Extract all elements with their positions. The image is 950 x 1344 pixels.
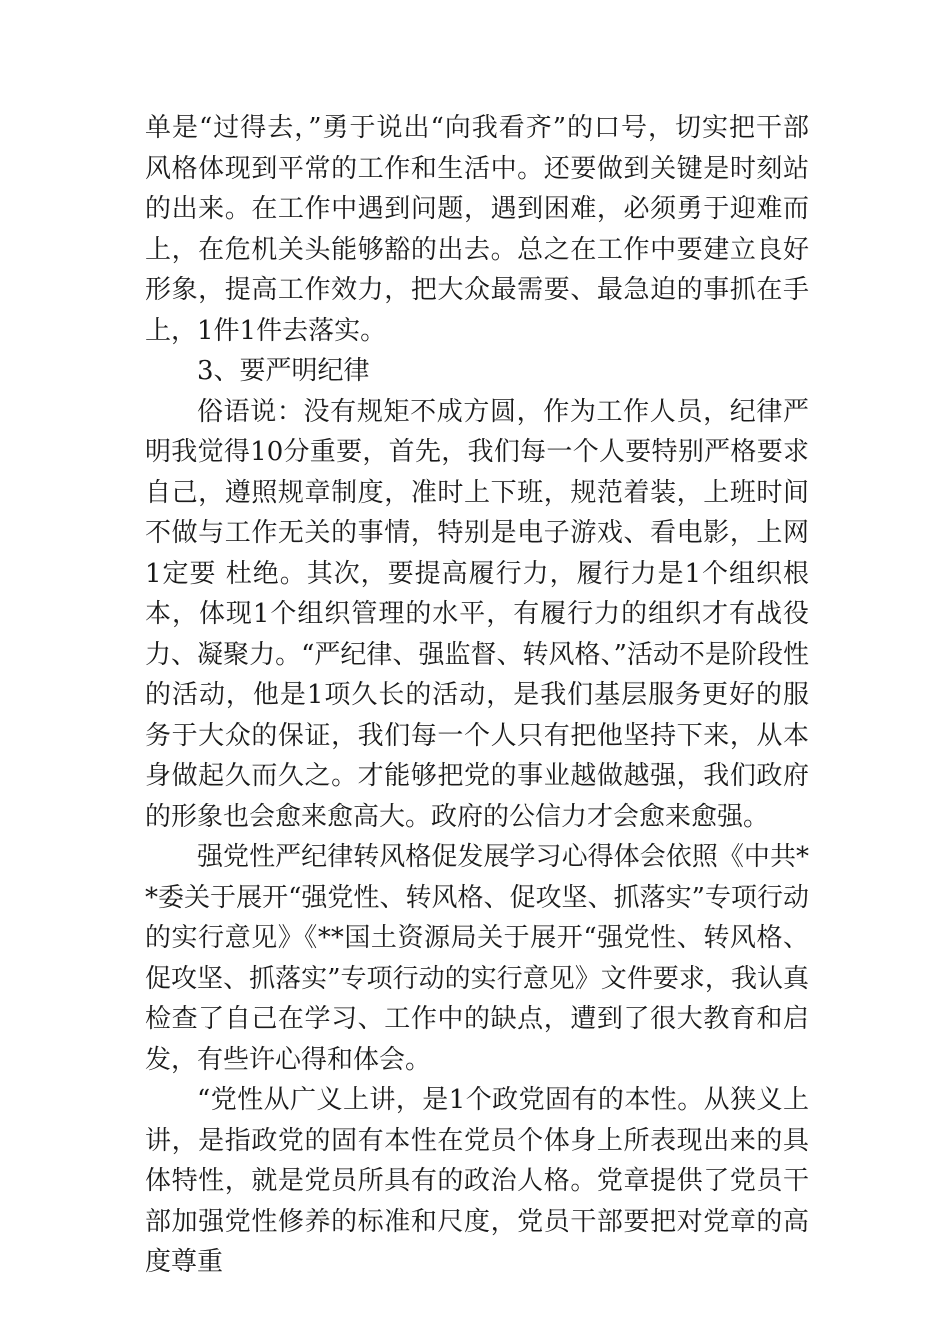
paragraph-party-nature: “党性从广义上讲，是1个政党固有的本性。从狭义上讲，是指政党的固有本性在党员个体身上所表现出来的具体特性，就是党员所具有的政治人格。党章提供了党员干部加强党性修养的标准和尺度，党员干部要把对党章的高度尊重 (145, 1085, 809, 1277)
section-heading: 3、要严明纪律 (197, 356, 370, 386)
paragraph-discipline: 俗语说：没有规矩不成方圆，作为工作人员，纪律严明我觉得10分重要，首先，我们每一个人要特别严格要求自己，遵照规章制度，准时上下班，规范着装，上班时间不做与工作无关的事情，特别是电子游戏、看电影，上网1定要 杜绝。其次，要提高履行力，履行力是1个组织根本，体现1个组织管理的水平，有履行力的组织才有战役力、凝聚力。“严纪律、强监督、转风格、”活动不是阶段性的活动，他是1项久长的活动，是我们基层服务更好的服务于大众的保证，我们每一个人只有把他坚持下来，从本身做起久而久之。才能够把党的事业越做越强，我们政府的形象也会愈来愈高大。政府的公信力才会愈来愈强。 (145, 396, 809, 832)
paragraph-continuation: 单是“过得去，”勇于说出“向我看齐”的口号，切实把干部风格体现到平常的工作和生活中。还要做到关键是时刻站的出来。在工作中遇到问题，遇到困难，必须勇于迎难而上，在危机关头能够豁的出去。总之在工作中要建立良好形象，提高工作效力，把大众最需要、最急迫的事抓在手上，1件1件去落实。 (145, 113, 809, 346)
paragraph-study-notes: 强党性严纪律转风格促发展学习心得体会依照《中共**委关于展开“强党性、转风格、促攻坚、抓落实”专项行动的实行意见》《**国土资源局关于展开“强党性、转风格、促攻坚、抓落实”专项行动的实行意见》文件要求，我认真检查了自己在学习、工作中的缺点，遭到了很大教育和启发，有些许心得和体会。 (145, 842, 809, 1075)
document-body (145, 108, 809, 1283)
